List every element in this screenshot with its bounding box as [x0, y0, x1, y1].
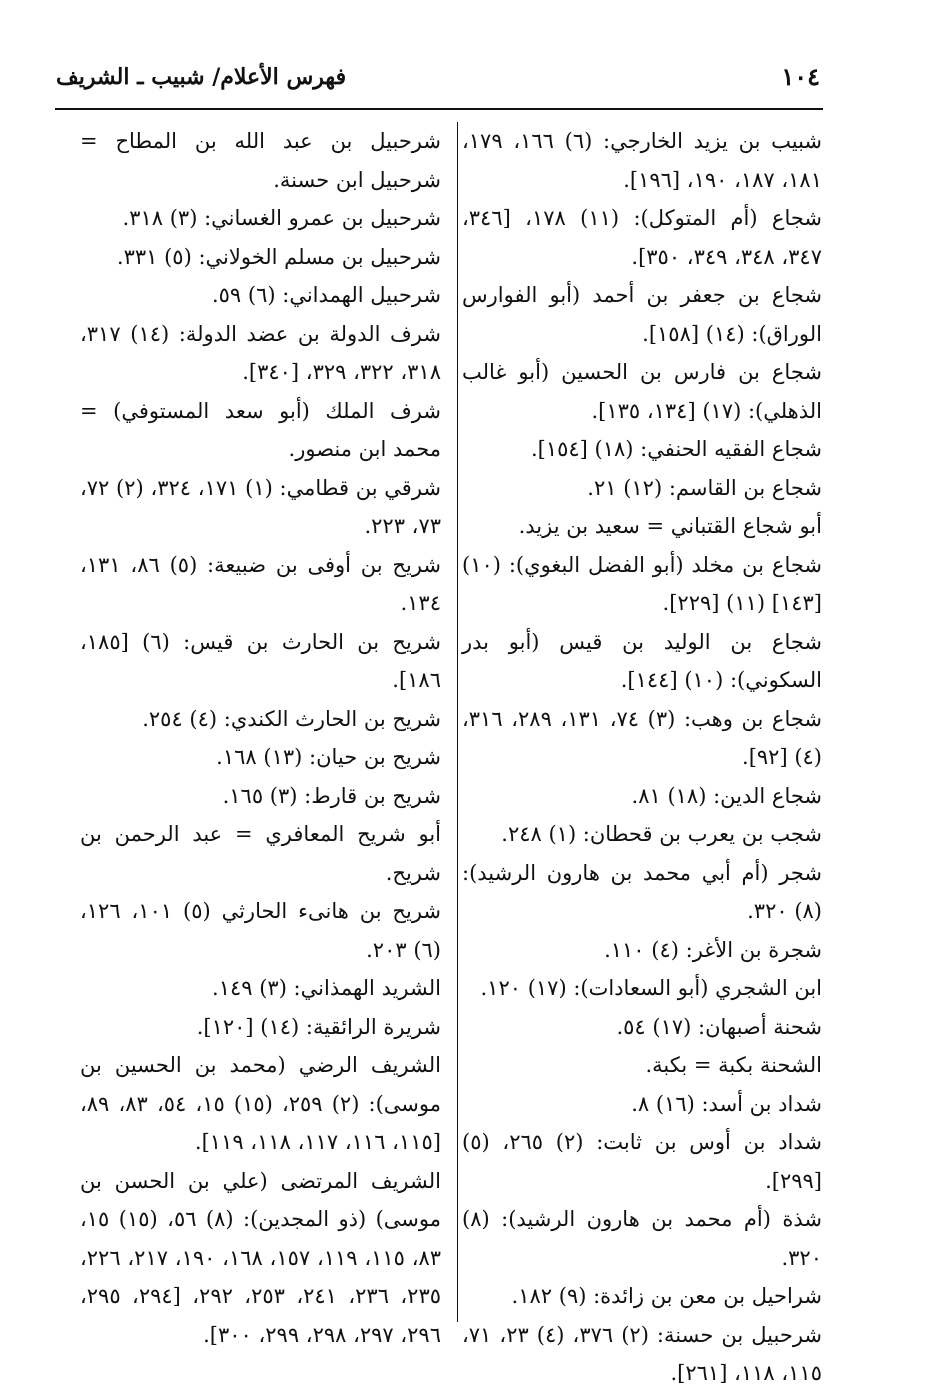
- index-entry: الشريد الهمذاني: (٣) ١٤٩.: [212, 976, 441, 1000]
- index-entry: أبو شجاع القتباني = سعيد بن يزيد.: [518, 514, 822, 538]
- index-entry: ابن الشجري (أبو السعادات): (١٧) ١٢٠.: [480, 976, 822, 1000]
- index-entry: شراحيل بن معن بن زائدة: (٩) ١٨٢.: [511, 1284, 822, 1308]
- index-entry: شريح بن الحارث الكندي: (٤) ٢٥٤.: [142, 706, 441, 731]
- index-entry: شرف الدولة بن عضد الدولة: (١٤) ٣١٧، ٣١٨، ٣٢٢، ٣٢٩، [٣٤٠].: [80, 321, 441, 384]
- index-entry: شرحبيل بن عبد الله بن المطاح = شرحبيل ابن حسنة.: [80, 129, 441, 192]
- index-entry: شجرة بن الأغر: (٤) ١١٠.: [604, 937, 822, 962]
- index-entry: شرحبيل بن عمرو الغساني: (٣) ٣١٨.: [122, 206, 441, 230]
- index-entry: شريرة الرائقية: (١٤) [١٢٠].: [196, 1014, 441, 1039]
- index-entry: شرف الملك (أبو سعد المستوفي) = محمد ابن منصور.: [80, 398, 441, 461]
- page-number: ١٠٤: [781, 62, 820, 91]
- index-entry: الشريف المرتضى (علي بن الحسن بن موسى) (ذو المجدين): (٨) ٥٦، (١٥) ١٥، ٨٣، ١١٥، ١١٩، ١٥٧، ١٦٨، ١٩٠، ٢١٧، ٢٢٦، ٢٣٥، ٢٣٦، ٢٤١، ٢٥٣، ٢٩٢، [٢٩٤، ٢٩٥، ٢٩٦، ٢٩٧، ٢٩٨، ٢٩٩، ٣٠٠].: [80, 1168, 442, 1347]
- index-entry: الشريف الرضي (محمد بن الحسين بن موسى): (٢) ٢٥٩، (١٥) ١٥، ٥٤، ٨٣، ٨٩، [١١٥، ١١٦، ١١٧، ١١٨، ١١٩].: [80, 1053, 441, 1154]
- index-entry: شذة (أم محمد بن هارون الرشيد): (٨) ٣٢٠.: [462, 1207, 822, 1270]
- index-entry: شريح بن قارط: (٣) ١٦٥.: [222, 783, 441, 808]
- index-entry: شرقي بن قطامي: (١) ١٧١، ٣٢٤، (٢) ٧٢، ٧٣، ٢٢٣.: [80, 475, 442, 538]
- index-entry: الشحنة بكبة = بكبة.: [645, 1053, 822, 1077]
- index-entry: شحنة أصبهان: (١٧) ٥٤.: [616, 1014, 822, 1039]
- index-entry: شجاع بن القاسم: (١٢) ٢١.: [587, 475, 822, 500]
- index-entry: شجاع الفقيه الحنفي: (١٨) [١٥٤].: [530, 437, 822, 461]
- index-entry: شريح بن حيان: (١٣) ١٦٨.: [216, 745, 441, 769]
- index-entry: شريح بن أوفى بن ضبيعة: (٥) ٨٦، ١٣١، ١٣٤.: [80, 552, 441, 615]
- index-entry: شجاع (أم المتوكل): (١١) ١٧٨، [٣٤٦، ٣٤٧، ٣٤٨، ٣٤٩، ٣٥٠].: [462, 206, 822, 269]
- index-entry: شجاع بن وهب: (٣) ٧٤، ١٣١، ٢٨٩، ٣١٦، (٤) [٩٢].: [462, 706, 822, 769]
- index-entry: شبيب بن يزيد الخارجي: (٦) ١٦٦، ١٧٩، ١٨١، ١٨٧، ١٩٠، [١٩٦].: [462, 129, 823, 192]
- index-entry: شجاع الدين: (١٨) ٨١.: [631, 783, 822, 808]
- index-entry: شداد بن أسد: (١٦) ٨.: [631, 1091, 822, 1116]
- index-entry: شجاع بن فارس بن الحسين (أبو غالب الذهلي): (١٧) [١٣٤، ١٣٥].: [462, 360, 822, 423]
- index-entry: شداد بن أوس بن ثابت: (٢) ٢٦٥، (٥) [٢٩٩].: [462, 1130, 822, 1193]
- index-entry: شجاع بن الوليد بن قيس (أبو بدر السكوني): (١٠) [١٤٤].: [462, 629, 822, 692]
- right-column: [462, 122, 822, 1393]
- index-entry: شريح بن الحارث بن قيس: (٦) [١٨٥، ١٨٦].: [80, 629, 442, 692]
- page-header: [48, 62, 820, 106]
- index-entry: شجاع بن جعفر بن أحمد (أبو الفوارس الوراق): (١٤) [١٥٨].: [462, 283, 822, 346]
- left-column: [80, 122, 441, 1354]
- index-entry: شرحبيل الهمداني: (٦) ٥٩.: [211, 283, 441, 307]
- column-divider: [457, 122, 458, 1322]
- running-title: فهرس الأعلام/ شبيب ـ الشريف: [56, 64, 347, 90]
- index-entry: شجب بن يعرب بن قحطان: (١) ٢٤٨.: [501, 822, 822, 846]
- index-entry: شجر (أم أبي محمد بن هارون الرشيد): (٨) ٣٢٠.: [462, 860, 822, 923]
- index-entry: أبو شريح المعافري = عبد الرحمن بن شريح.: [80, 822, 441, 885]
- index-entry: شرحبيل بن حسنة: (٢) ٣٧٦، (٤) ٢٣، ٧١، ١١٥، ١١٨، [٢٦١].: [462, 1322, 822, 1385]
- index-entry: شرحبيل بن مسلم الخولاني: (٥) ٣٣١.: [116, 244, 441, 269]
- index-entry: شريح بن هانىء الحارثي (٥) ١٠١، ١٢٦، (٦) ٢٠٣.: [80, 899, 442, 962]
- header-rule: [55, 108, 823, 110]
- index-entry: شجاع بن مخلد (أبو الفضل البغوي): (١٠) [١٤٣] (١١) [٢٢٩].: [462, 552, 822, 615]
